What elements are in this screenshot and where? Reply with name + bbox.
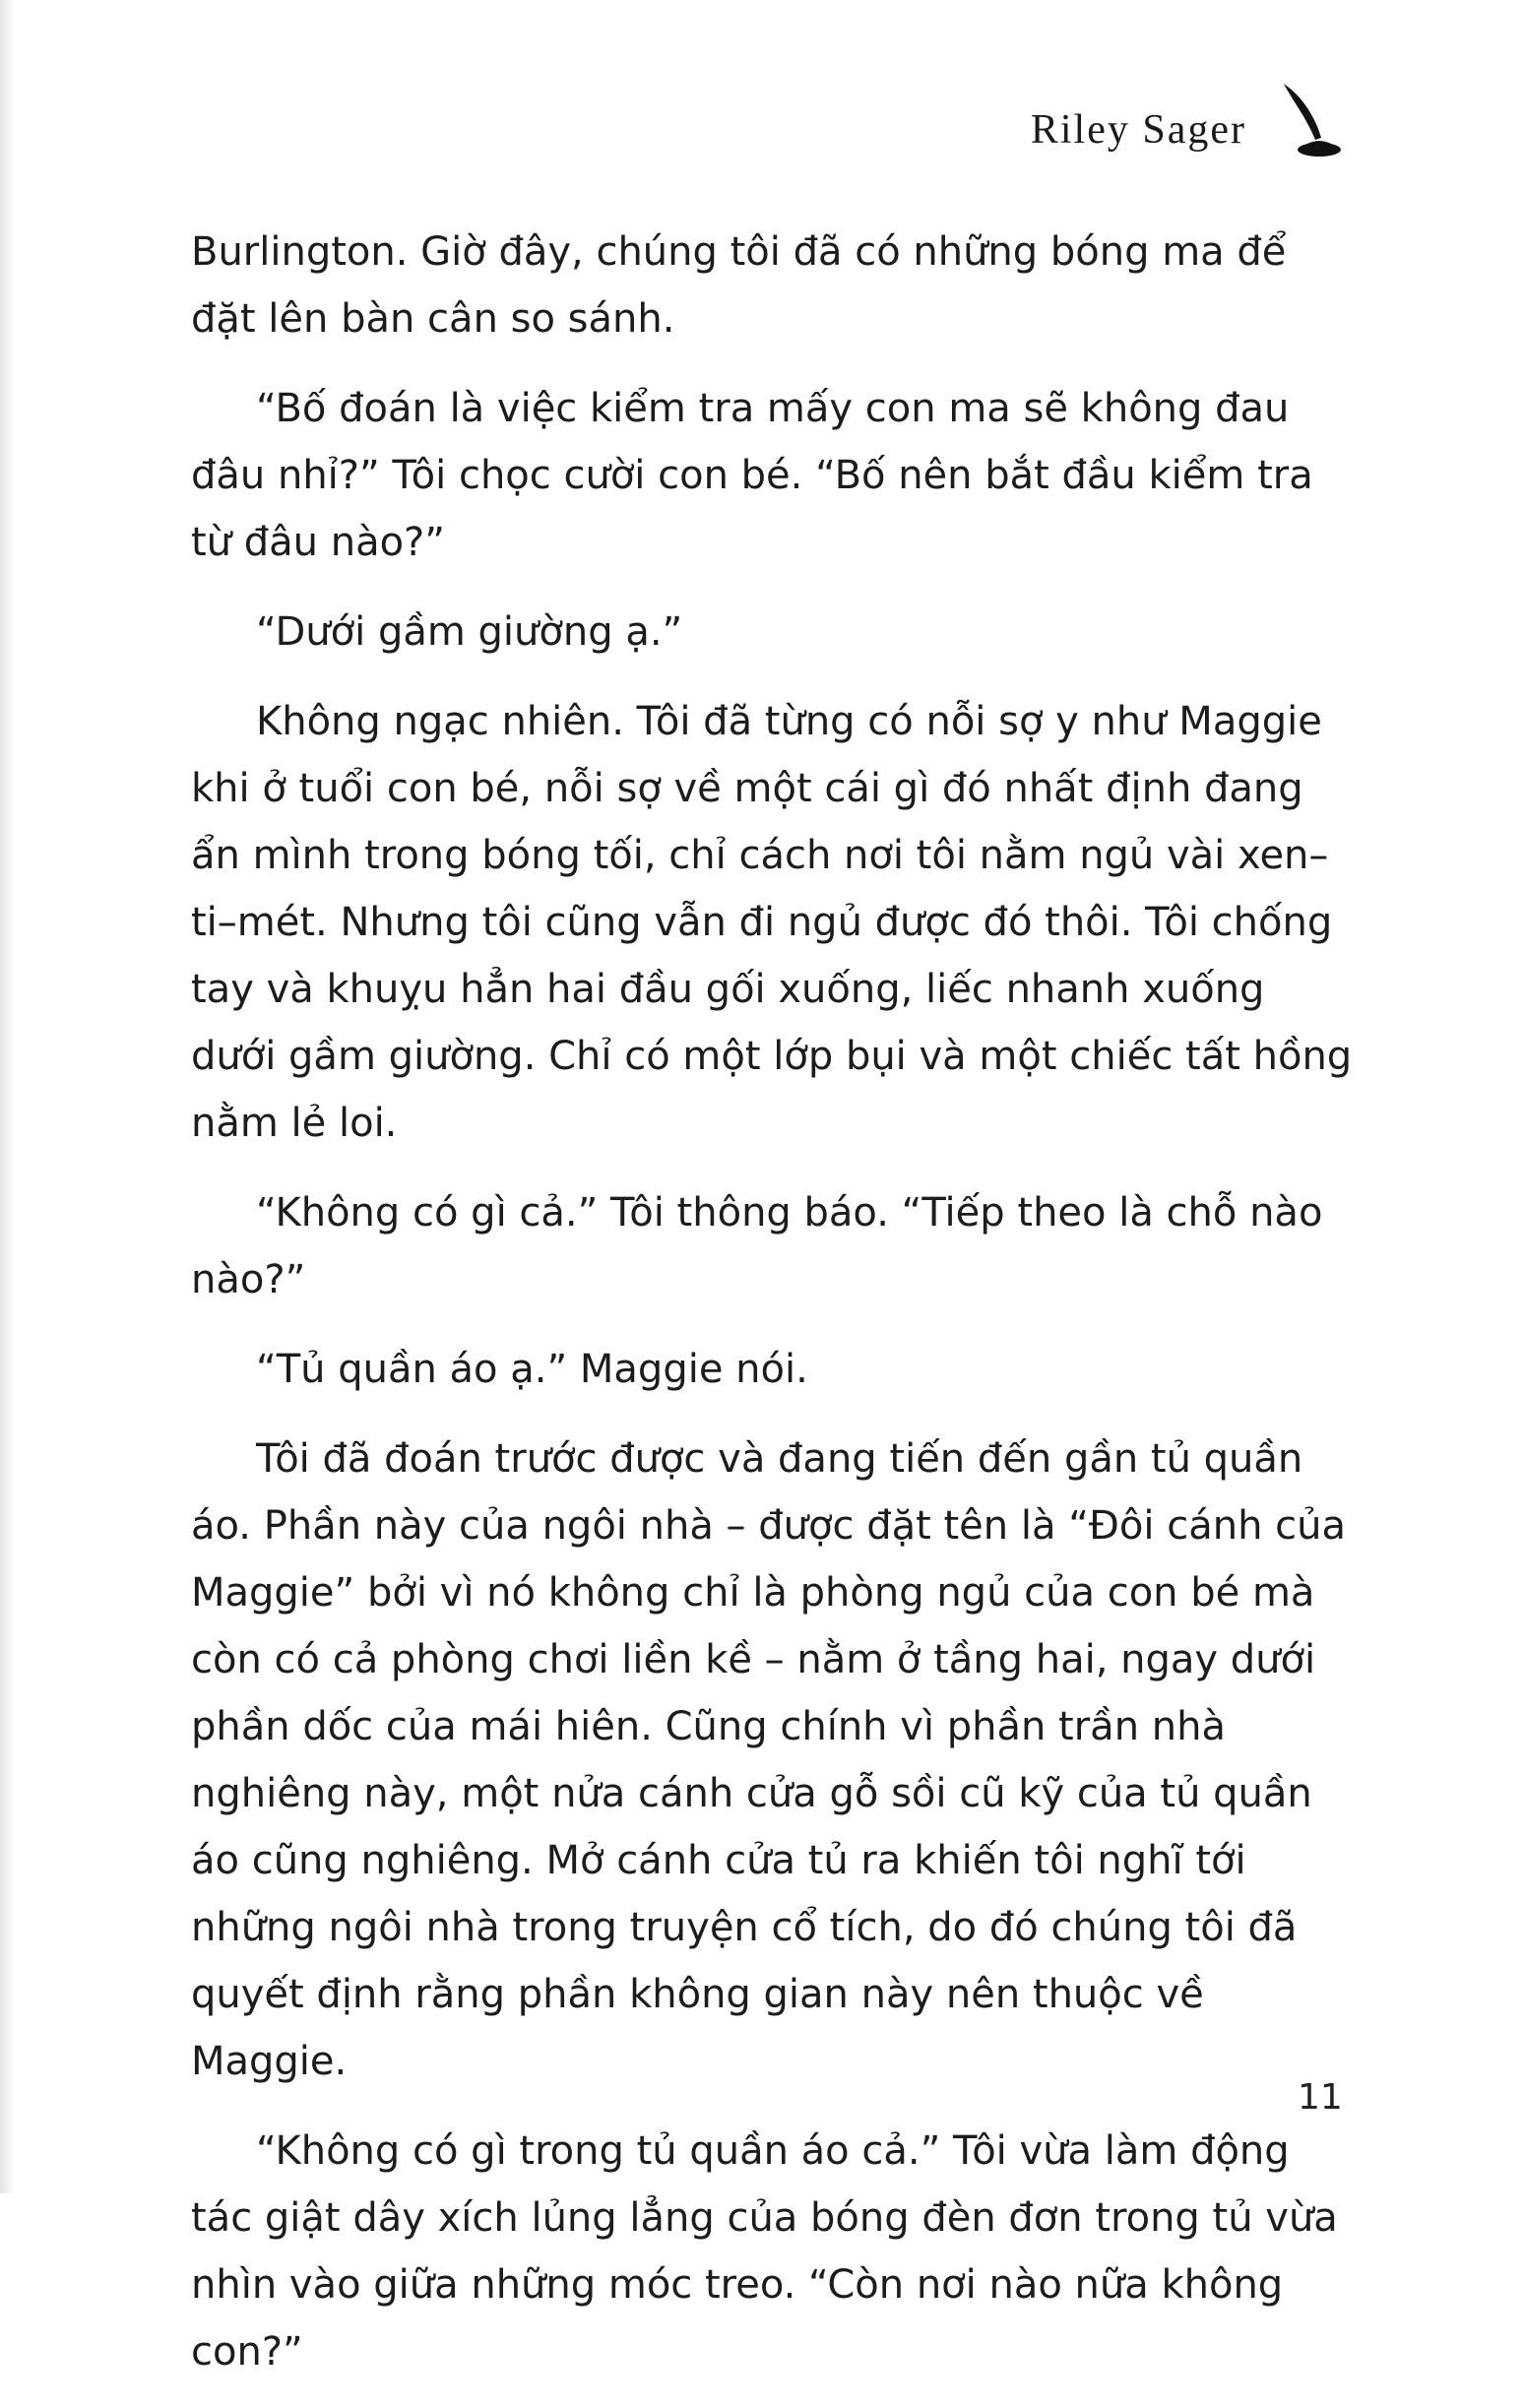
page-number: 11: [1298, 2077, 1343, 2118]
paragraph: “Tủ quần áo ạ.” Maggie nói.: [256, 1347, 808, 1392]
page-gutter-shadow: [0, 0, 14, 2193]
paragraph: “Dưới gầm giường ạ.”: [256, 609, 683, 655]
running-head-author: Riley Sager: [1030, 107, 1246, 153]
paragraph: Burlington. Giờ đây, chúng tôi đã có những bóng ma để đặt lên bàn cân so sánh.: [191, 229, 1287, 342]
paragraph: Không ngạc nhiên. Tôi đã từng có nỗi sợ y như Maggie khi ở tuổi con bé, nỗi sợ về một cái gì đó nhất định đang ẩn mình trong bóng tối, chỉ cách nơi tôi nằm ngủ vài xen–ti–mét. Nhưng tôi cũng vẫn đi ngủ được đó thôi. Tôi chống tay và khuỵu hẳn hai đầu gối xuống, liếc nhanh xuống dưới gầm giường. Chỉ có một lớp bụi và một chiếc tất hồng nằm lẻ loi.: [191, 699, 1353, 1146]
quill-and-inkwell-icon: [1276, 77, 1347, 163]
paragraph: “Không có gì trong tủ quần áo cả.” Tôi vừa làm động tác giật dây xích lủng lẳng của bóng đèn đơn trong tủ vừa nhìn vào giữa những móc treo. “Còn nơi nào nữa không con?”: [191, 2128, 1338, 2375]
chapter-body-text: [191, 219, 1359, 2408]
paragraph: Tôi đã đoán trước được và đang tiến đến gần tủ quần áo. Phần này của ngôi nhà – được đặt tên là “Đôi cánh của Maggie” bởi vì nó không chỉ là phòng ngủ của con bé mà còn có cả phòng chơi liền kề – nằm ở tầng hai, ngay dưới phần dốc của mái hiên. Cũng chính vì phần trần nhà nghiêng này, một nửa cánh cửa gỗ sồi cũ kỹ của tủ quần áo cũng nghiêng. Mở cánh cửa tủ ra khiến tôi nghĩ tới những ngôi nhà trong truyện cổ tích, do đó chúng tôi đã quyết định rằng phần không gian này nên thuộc về Maggie.: [191, 1436, 1346, 2084]
paragraph: “Bố đoán là việc kiểm tra mấy con ma sẽ không đau đâu nhỉ?” Tôi chọc cười con bé. “Bố nên bắt đầu kiểm tra từ đâu nào?”: [191, 386, 1313, 565]
paragraph: “Không có gì cả.” Tôi thông báo. “Tiếp theo là chỗ nào nào?”: [191, 1190, 1323, 1302]
